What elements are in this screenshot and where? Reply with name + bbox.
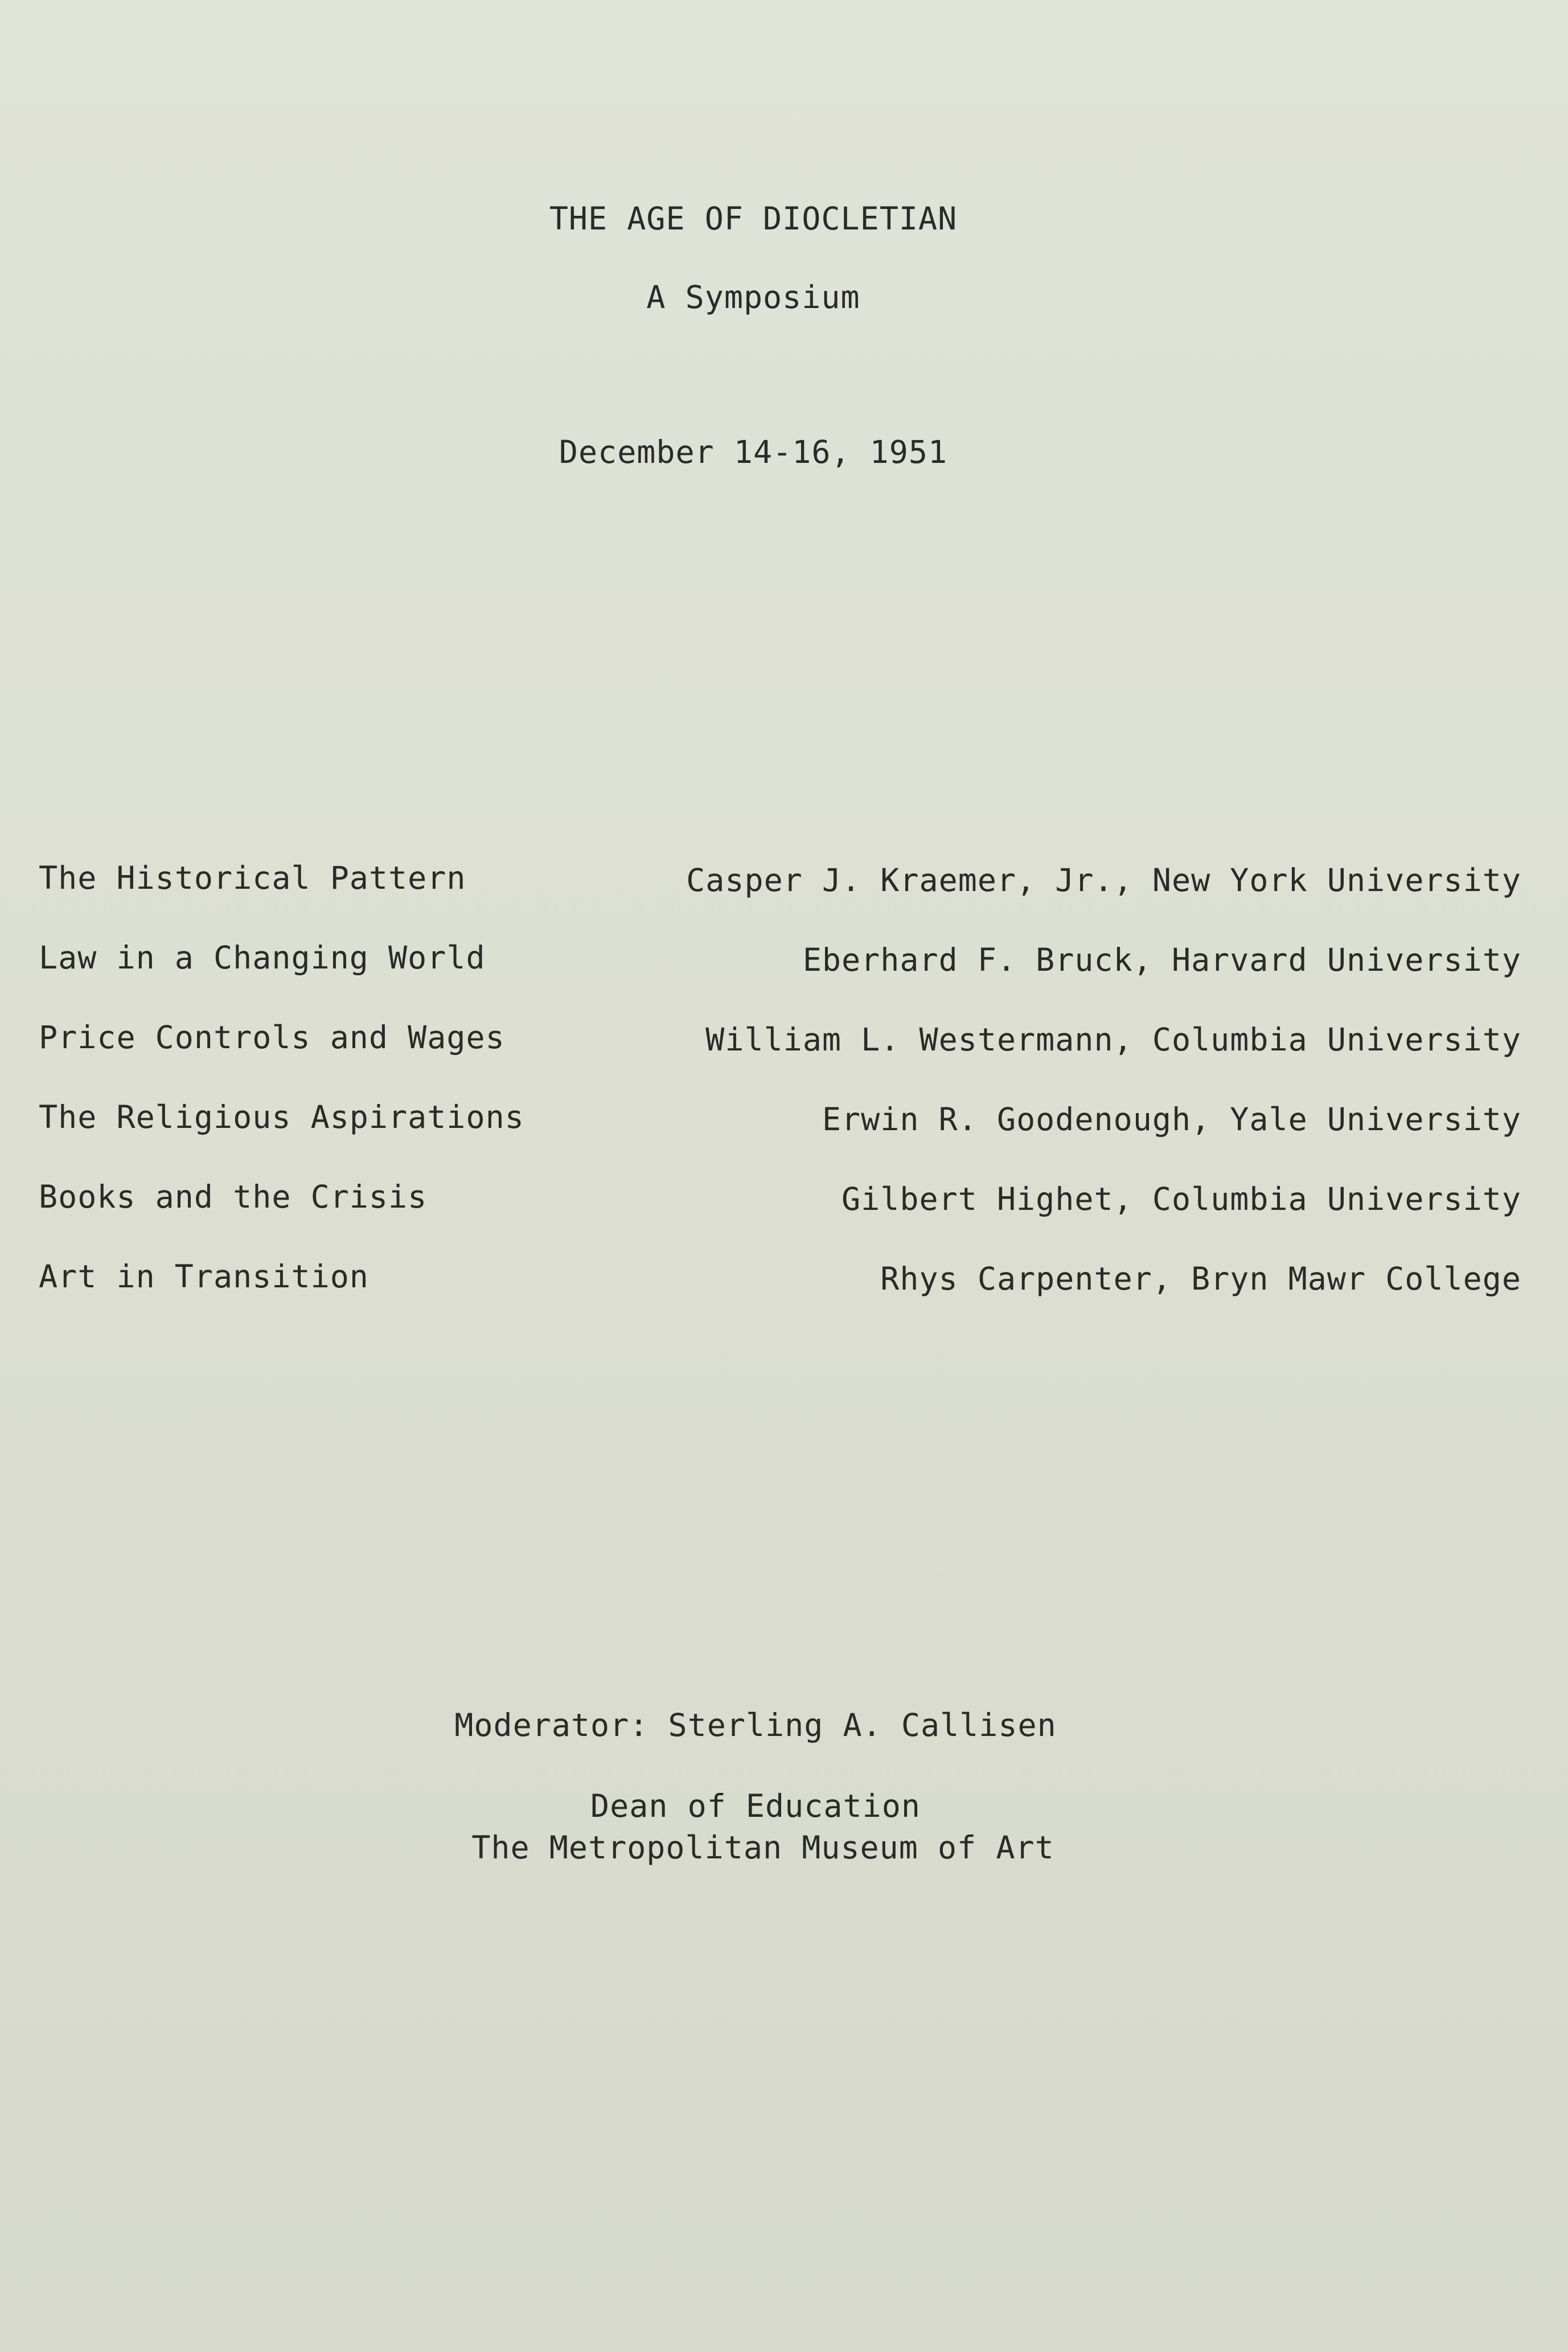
moderator-institution: The Metropolitan Museum of Art bbox=[471, 1829, 1054, 1866]
program-row bbox=[39, 1099, 1521, 1179]
session-speaker: Rhys Carpenter, Bryn Mawr College bbox=[880, 1261, 1521, 1297]
symposium-dates: December 14-16, 1951 bbox=[559, 434, 948, 470]
session-topic: Books and the Crisis bbox=[39, 1179, 428, 1215]
program-row bbox=[39, 860, 1521, 939]
session-topic: The Religious Aspirations bbox=[39, 1099, 524, 1135]
session-speaker: Casper J. Kraemer, Jr., New York University bbox=[686, 862, 1521, 898]
program-row bbox=[39, 939, 1521, 1019]
program-list bbox=[39, 860, 1521, 1338]
session-topic: Art in Transition bbox=[39, 1258, 369, 1295]
session-speaker: Gilbert Highet, Columbia University bbox=[842, 1181, 1521, 1217]
document-subtitle: A Symposium bbox=[646, 279, 860, 315]
document-title: THE AGE OF DIOCLETIAN bbox=[549, 200, 958, 237]
moderator-position: Dean of Education bbox=[590, 1788, 921, 1824]
moderator-line: Moderator: Sterling A. Callisen bbox=[454, 1707, 1057, 1743]
program-row bbox=[39, 1019, 1521, 1099]
session-topic: Price Controls and Wages bbox=[39, 1019, 505, 1056]
session-topic: The Historical Pattern bbox=[39, 860, 466, 896]
session-speaker: Erwin R. Goodenough, Yale University bbox=[822, 1101, 1521, 1138]
session-speaker: Eberhard F. Bruck, Harvard University bbox=[802, 942, 1521, 978]
program-row bbox=[39, 1179, 1521, 1258]
session-speaker: William L. Westermann, Columbia University bbox=[705, 1021, 1521, 1058]
program-row bbox=[39, 1258, 1521, 1338]
session-topic: Law in a Changing World bbox=[39, 939, 486, 976]
